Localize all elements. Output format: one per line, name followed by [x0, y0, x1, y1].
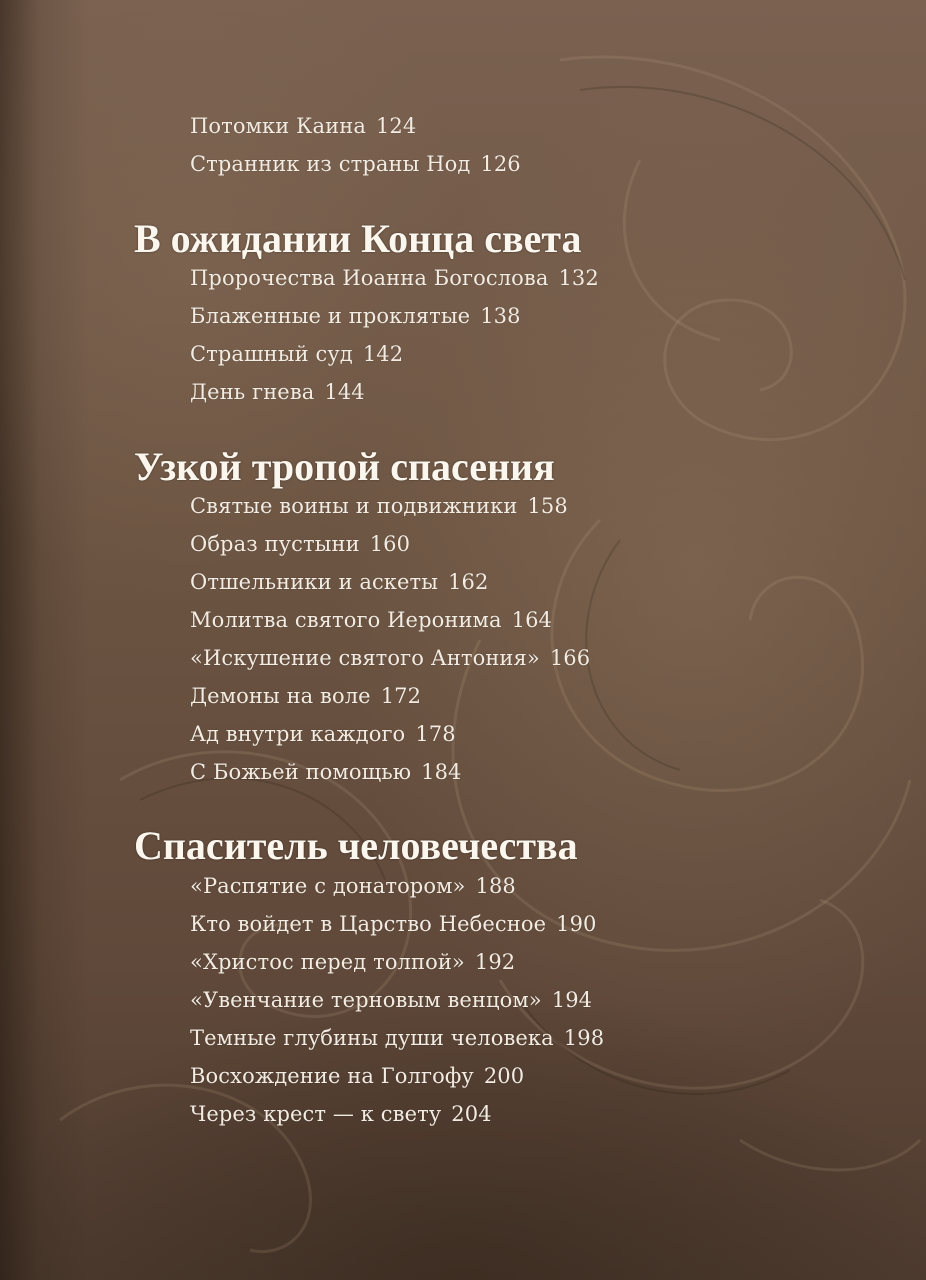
- toc-entry-page-number: 142: [362, 342, 404, 366]
- toc-entry: [190, 152, 521, 176]
- toc-entry-title: Ад внутри каждого: [190, 722, 406, 746]
- toc-entry: [190, 304, 521, 328]
- toc-entry-title: Темные глубины души человека: [190, 1026, 554, 1050]
- section-title: В ожидании Конца света: [134, 216, 582, 261]
- toc-entry-title: «Распятие с донатором»: [190, 874, 466, 898]
- toc-entry-page-number: 192: [474, 950, 516, 974]
- toc-entry: [190, 646, 590, 670]
- toc-entry-page-number: 124: [375, 114, 417, 138]
- toc-entry: [190, 1102, 492, 1126]
- toc-entry: [190, 950, 515, 974]
- toc-entry-title: Демоны на воле: [190, 684, 371, 708]
- toc-entry-page-number: 194: [551, 988, 593, 1012]
- toc-entry-page-number: 166: [549, 646, 591, 670]
- toc-entry-title: Кто войдет в Царство Небесное: [190, 912, 547, 936]
- toc-entry-page-number: 172: [380, 684, 422, 708]
- toc-entry-page-number: 198: [563, 1026, 605, 1050]
- section-title: Узкой тропой спасения: [134, 444, 555, 489]
- toc-entry-page-number: 132: [558, 266, 599, 290]
- toc-entry: [190, 874, 516, 898]
- toc-entry-page-number: 162: [448, 570, 489, 594]
- toc-entry-page-number: 184: [421, 760, 462, 784]
- toc-entry-page-number: 158: [527, 494, 568, 518]
- toc-entry: [190, 342, 403, 366]
- toc-entry-page-number: 190: [556, 912, 597, 936]
- toc-entry-title: Образ пустыни: [190, 532, 360, 556]
- toc-entry-page-number: 138: [480, 304, 521, 328]
- toc-entry-title: Пророчества Иоанна Богослова: [190, 266, 549, 290]
- toc-entry-title: Потомки Каина: [190, 114, 366, 138]
- toc-entry: [190, 1026, 604, 1050]
- toc-entry-page-number: 144: [324, 380, 365, 404]
- toc-entry: [190, 1064, 524, 1088]
- toc-entry-title: Странник из страны Нод: [190, 152, 471, 176]
- toc-entry: [190, 532, 410, 556]
- toc-entry-title: С Божьей помощью: [190, 760, 412, 784]
- toc-entry: [190, 266, 599, 290]
- toc-entry-title: «Увенчание терновым венцом»: [190, 988, 542, 1012]
- toc-entry: [190, 912, 597, 936]
- toc-entry-page-number: 126: [480, 152, 521, 176]
- toc-entry-page-number: 200: [483, 1064, 525, 1088]
- toc-entry: [190, 760, 462, 784]
- toc-entry-title: Через крест — к свету: [190, 1102, 442, 1126]
- toc-entry: [190, 608, 552, 632]
- toc-entry-page-number: 160: [369, 532, 411, 556]
- toc-entry-page-number: 188: [475, 874, 516, 898]
- toc-entry: [190, 114, 416, 138]
- toc-entry-title: «Христос перед толпой»: [190, 950, 465, 974]
- toc-entry-page-number: 164: [511, 608, 552, 632]
- section-title: Спаситель человечества: [134, 823, 578, 868]
- toc-entry: [190, 684, 421, 708]
- toc-entry-page-number: 204: [451, 1102, 492, 1126]
- toc-entry-title: Молитва святого Иеронима: [190, 608, 502, 632]
- toc-entry: [190, 722, 456, 746]
- toc-entry: [190, 570, 488, 594]
- toc-entry: [190, 988, 592, 1012]
- toc-entry-title: «Искушение святого Антония»: [190, 646, 540, 670]
- toc-entry-title: Восхождение на Голгофу: [190, 1064, 474, 1088]
- toc-entry: [190, 494, 568, 518]
- toc-entry-title: День гнева: [190, 380, 315, 404]
- toc-entry-title: Отшельники и аскеты: [190, 570, 439, 594]
- toc-entry-title: Святые воины и подвижники: [190, 494, 518, 518]
- toc-entry-page-number: 178: [415, 722, 456, 746]
- toc-entry-title: Блаженные и проклятые: [190, 304, 471, 328]
- toc-entry-title: Страшный суд: [190, 342, 353, 366]
- toc-entry: [190, 380, 365, 404]
